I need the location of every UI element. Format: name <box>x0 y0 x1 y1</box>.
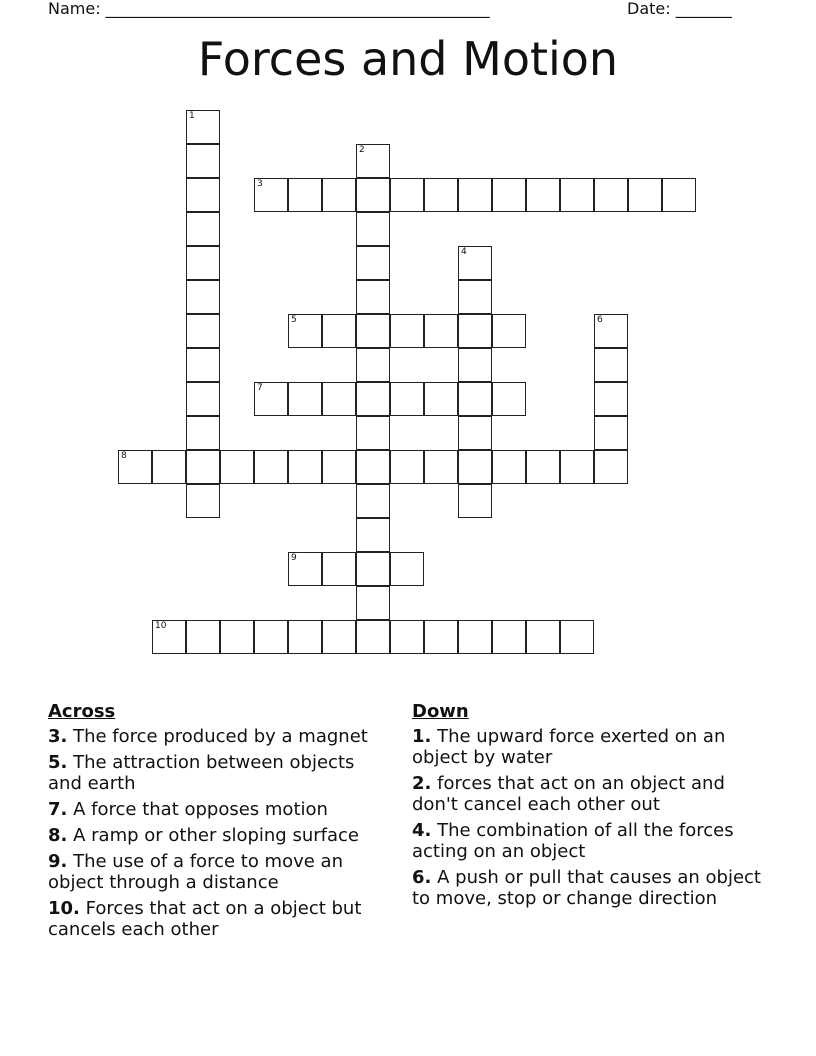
grid-cell[interactable] <box>254 620 288 654</box>
cell-number: 5 <box>291 315 297 325</box>
cell-number: 8 <box>121 451 127 461</box>
grid-cell[interactable] <box>288 178 322 212</box>
grid-cell[interactable] <box>186 314 220 348</box>
clue-number: 8. <box>48 825 68 846</box>
grid-cell[interactable] <box>322 620 356 654</box>
grid-cell[interactable] <box>356 450 390 484</box>
grid-cell[interactable] <box>322 552 356 586</box>
grid-cell[interactable] <box>424 178 458 212</box>
grid-cell[interactable] <box>662 178 696 212</box>
grid-cell[interactable] <box>458 416 492 450</box>
grid-cell[interactable] <box>458 280 492 314</box>
grid-cell[interactable] <box>424 450 458 484</box>
grid-cell[interactable] <box>458 314 492 348</box>
grid-cell[interactable] <box>492 450 526 484</box>
grid-cell[interactable] <box>186 416 220 450</box>
grid-cell[interactable] <box>356 382 390 416</box>
clue-text: forces that act on an object and don't cancel each other out <box>412 773 725 815</box>
grid-cell[interactable] <box>560 178 594 212</box>
grid-cell[interactable] <box>390 314 424 348</box>
clue-text: The combination of all the forces acting on an object <box>412 820 734 862</box>
grid-cell[interactable] <box>356 246 390 280</box>
grid-cell[interactable] <box>458 348 492 382</box>
grid-cell[interactable] <box>356 144 390 178</box>
grid-cell[interactable] <box>594 348 628 382</box>
clue-across-7 <box>48 799 393 820</box>
grid-cell[interactable] <box>186 246 220 280</box>
grid-cell[interactable] <box>322 314 356 348</box>
grid-cell[interactable] <box>356 518 390 552</box>
clue-text: The use of a force to move an object through a distance <box>48 851 343 893</box>
grid-cell[interactable] <box>356 280 390 314</box>
grid-cell[interactable] <box>458 246 492 280</box>
clue-number: 3. <box>48 726 68 747</box>
name-field[interactable]: Name: ________________________________________________ <box>48 0 490 18</box>
clue-across-9 <box>48 851 393 893</box>
grid-cell[interactable] <box>186 450 220 484</box>
clue-across-5 <box>48 752 393 794</box>
grid-cell[interactable] <box>594 416 628 450</box>
grid-cell[interactable] <box>492 178 526 212</box>
grid-cell[interactable] <box>424 620 458 654</box>
down-heading: Down <box>412 701 469 722</box>
grid-cell[interactable] <box>288 450 322 484</box>
clue-text: The force produced by a magnet <box>73 726 368 747</box>
cell-number: 3 <box>257 179 263 189</box>
grid-cell[interactable] <box>356 212 390 246</box>
grid-cell[interactable] <box>186 620 220 654</box>
grid-cell[interactable] <box>186 110 220 144</box>
grid-cell[interactable] <box>322 450 356 484</box>
grid-cell[interactable] <box>356 586 390 620</box>
grid-cell[interactable] <box>152 620 186 654</box>
grid-cell[interactable] <box>526 450 560 484</box>
grid-cell[interactable] <box>594 314 628 348</box>
grid-cell[interactable] <box>526 620 560 654</box>
clue-text: A push or pull that causes an object to move, stop or change direction <box>412 867 761 909</box>
across-clues <box>48 701 393 945</box>
grid-cell[interactable] <box>492 314 526 348</box>
clue-text: Forces that act on a object but cancels each other <box>48 898 362 940</box>
cell-number: 6 <box>597 315 603 325</box>
grid-cell[interactable] <box>118 450 152 484</box>
grid-cell[interactable] <box>560 450 594 484</box>
grid-cell[interactable] <box>356 484 390 518</box>
cell-number: 10 <box>155 621 167 631</box>
grid-cell[interactable] <box>186 144 220 178</box>
grid-cell[interactable] <box>424 382 458 416</box>
clue-text: The attraction between objects and earth <box>48 752 355 794</box>
grid-cell[interactable] <box>186 280 220 314</box>
grid-cell[interactable] <box>254 178 288 212</box>
grid-cell[interactable] <box>390 620 424 654</box>
grid-cell[interactable] <box>628 178 662 212</box>
grid-cell[interactable] <box>288 620 322 654</box>
grid-cell[interactable] <box>288 314 322 348</box>
grid-cell[interactable] <box>254 450 288 484</box>
grid-cell[interactable] <box>594 178 628 212</box>
grid-cell[interactable] <box>356 314 390 348</box>
grid-cell[interactable] <box>186 178 220 212</box>
grid-cell[interactable] <box>186 382 220 416</box>
grid-cell[interactable] <box>594 382 628 416</box>
across-heading: Across <box>48 701 116 722</box>
grid-cell[interactable] <box>390 552 424 586</box>
grid-cell[interactable] <box>356 552 390 586</box>
clue-down-2 <box>412 773 762 815</box>
grid-cell[interactable] <box>322 178 356 212</box>
grid-cell[interactable] <box>220 450 254 484</box>
grid-cell[interactable] <box>356 416 390 450</box>
date-field[interactable]: Date: _______ <box>627 0 732 18</box>
grid-cell[interactable] <box>458 382 492 416</box>
grid-cell[interactable] <box>186 212 220 246</box>
clue-number: 7. <box>48 799 68 820</box>
grid-cell[interactable] <box>186 484 220 518</box>
grid-cell[interactable] <box>390 450 424 484</box>
clue-across-3 <box>48 726 393 747</box>
grid-cell[interactable] <box>424 314 458 348</box>
clue-across-10 <box>48 898 393 940</box>
down-clues <box>412 701 762 914</box>
clue-number: 6. <box>412 867 432 888</box>
clue-number: 10. <box>48 898 80 919</box>
grid-cell[interactable] <box>186 348 220 382</box>
grid-cell[interactable] <box>356 620 390 654</box>
cell-number: 1 <box>189 111 195 121</box>
clue-text: A ramp or other sloping surface <box>73 825 359 846</box>
grid-cell[interactable] <box>288 552 322 586</box>
grid-cell[interactable] <box>458 620 492 654</box>
clue-number: 9. <box>48 851 68 872</box>
grid-cell[interactable] <box>390 178 424 212</box>
grid-cell[interactable] <box>152 450 186 484</box>
page-title: Forces and Motion <box>197 32 619 86</box>
grid-cell[interactable] <box>254 382 288 416</box>
grid-cell[interactable] <box>492 620 526 654</box>
grid-cell[interactable] <box>594 450 628 484</box>
grid-cell[interactable] <box>390 382 424 416</box>
cell-number: 7 <box>257 383 263 393</box>
grid-cell[interactable] <box>458 178 492 212</box>
cell-number: 2 <box>359 145 365 155</box>
grid-cell[interactable] <box>560 620 594 654</box>
clue-down-6 <box>412 867 762 909</box>
grid-cell[interactable] <box>356 178 390 212</box>
grid-cell[interactable] <box>492 382 526 416</box>
cell-number: 4 <box>461 247 467 257</box>
grid-cell[interactable] <box>288 382 322 416</box>
clue-number: 4. <box>412 820 432 841</box>
clue-down-4 <box>412 820 762 862</box>
clue-across-8 <box>48 825 393 846</box>
clue-number: 5. <box>48 752 68 773</box>
grid-cell[interactable] <box>526 178 560 212</box>
cell-number: 9 <box>291 553 297 563</box>
grid-cell[interactable] <box>322 382 356 416</box>
clue-number: 2. <box>412 773 432 794</box>
clue-down-1 <box>412 726 762 768</box>
grid-cell[interactable] <box>458 484 492 518</box>
clue-text: The upward force exerted on an object by water <box>412 726 726 768</box>
clue-number: 1. <box>412 726 432 747</box>
grid-cell[interactable] <box>356 348 390 382</box>
grid-cell[interactable] <box>458 450 492 484</box>
grid-cell[interactable] <box>220 620 254 654</box>
clue-text: A force that opposes motion <box>73 799 328 820</box>
